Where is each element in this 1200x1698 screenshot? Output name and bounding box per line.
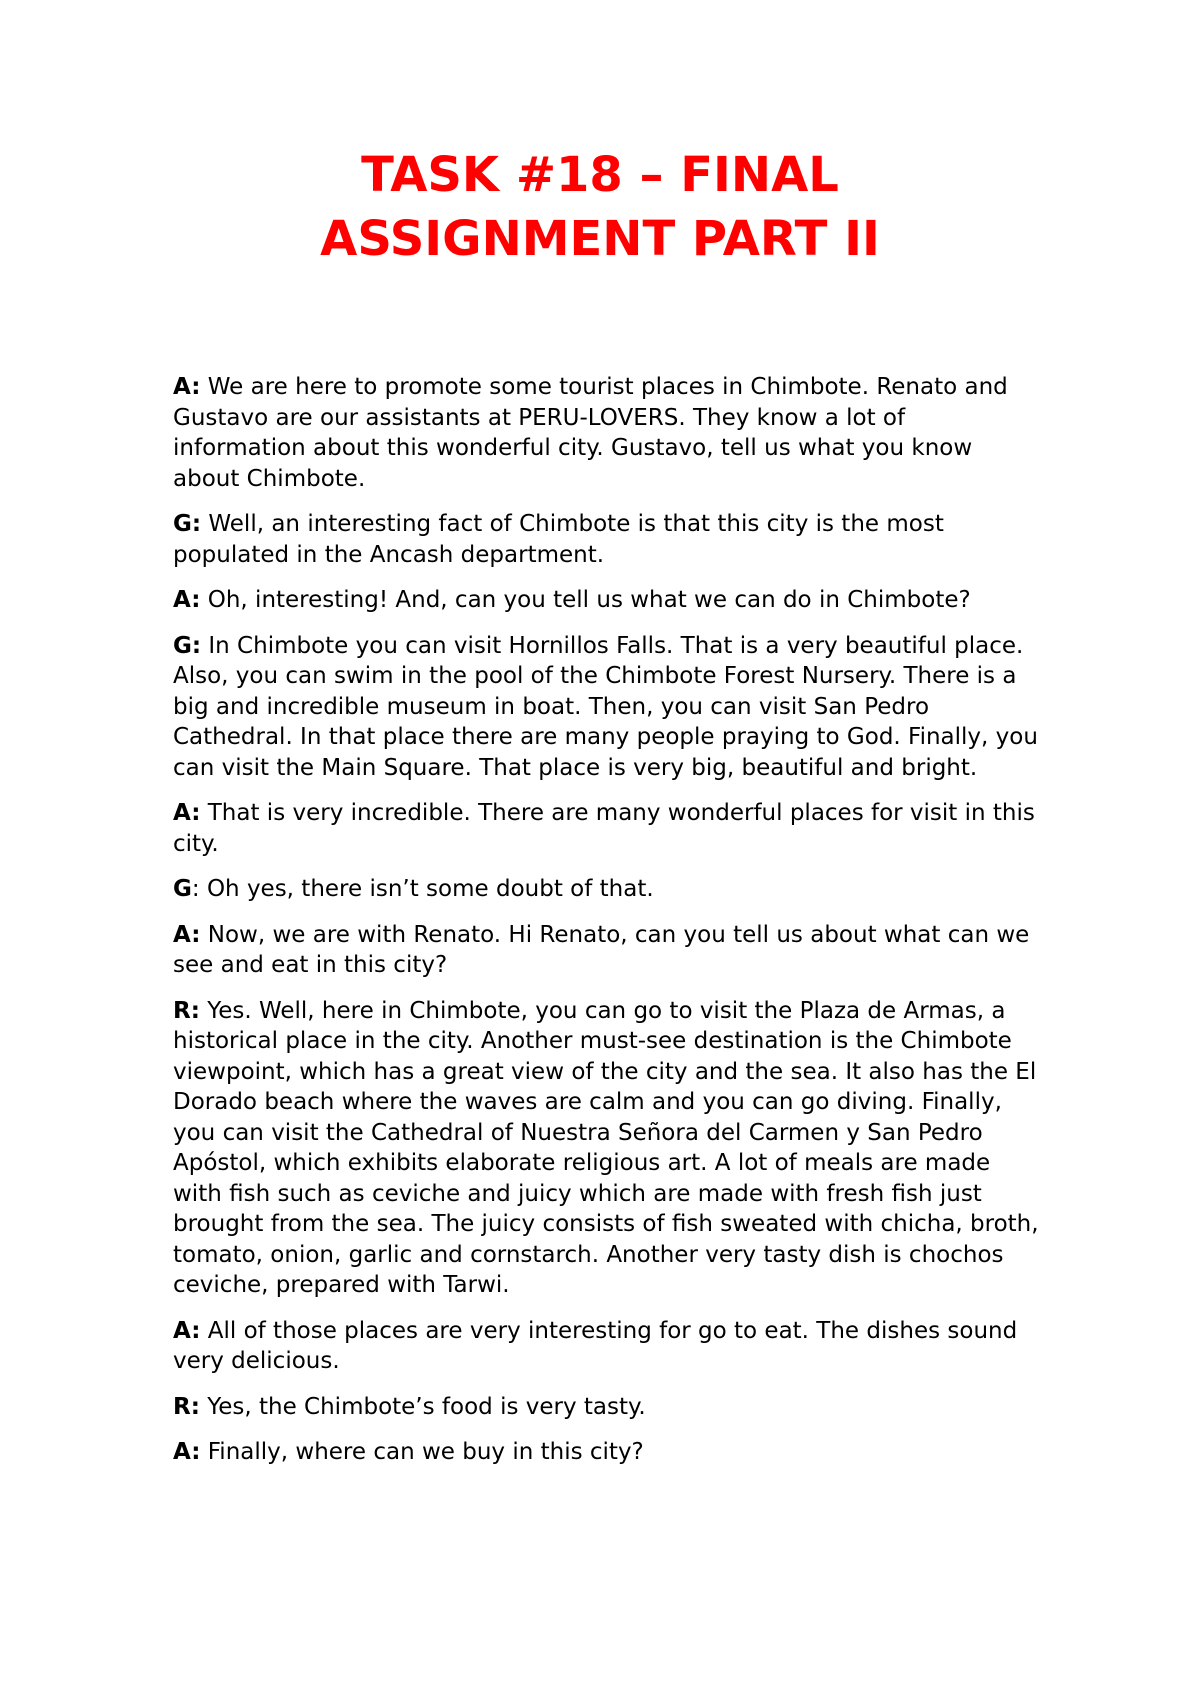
speaker-label: G: xyxy=(173,511,202,537)
dialogue-paragraph xyxy=(173,874,1043,905)
speaker-label: A: xyxy=(173,1317,201,1344)
dialogue-paragraph xyxy=(173,585,1043,616)
dialogue-text: Well, an interesting fact of Chimbote is that this city is the most populated in the Ancash department. xyxy=(173,511,944,568)
title-line-1: TASK #18 – FINAL xyxy=(361,147,839,203)
dialogue-text: Yes. Well, here in Chimbote, you can go to visit the Plaza de Armas, a historical place in the city. Another must-see destination is the Chimbote viewpoint, which has a great view of the city and the sea. It also has the El Dorado beach where the waves are calm and you can go diving. Finally, you can visit the Cathedral of Nuestra Señora del Carmen y San Pedro Apóstol, which exhibits elaborate religious art. A lot of meals are made with fish such as ceviche and juicy which are made with fresh fish just brought from the sea. The juicy consists of fish sweated with chicha, broth, tomato, onion, garlic and cornstarch. Another very tasty dish is chochos ceviche, prepared with Tarwi. xyxy=(173,997,1039,1298)
speaker-label: G: xyxy=(173,632,202,659)
dialogue-paragraph xyxy=(173,1316,1043,1377)
dialogue-text: Now, we are with Renato. Hi Renato, can you tell us about what can we see and eat in this city? xyxy=(173,921,1030,978)
dialogue-paragraph xyxy=(173,1437,1043,1468)
dialogue-text: That is very incredible. There are many wonderful places for visit in this city. xyxy=(173,800,1035,857)
title-line-2: ASSIGNMENT PART II xyxy=(320,211,880,267)
speaker-label: R: xyxy=(173,1393,200,1420)
dialogue-paragraph xyxy=(173,1392,1043,1423)
dialogue-paragraph xyxy=(173,631,1043,784)
dialogue-paragraph xyxy=(173,798,1043,859)
speaker-label: G xyxy=(173,876,192,902)
speaker-label: R: xyxy=(173,997,200,1024)
dialogue-text: Yes, the Chimbote’s food is very tasty. xyxy=(199,1393,646,1420)
dialogue-body xyxy=(173,372,1043,1483)
speaker-label: A: xyxy=(173,921,201,948)
dialogue-text: In Chimbote you can visit Hornillos Falls. That is a very beautiful place. Also, you can swim in the pool of the Chimbote Forest Nursery. There is a big and incredible museum in boat. Then, you can visit San Pedro Cathedral. In that place there are many people praying to God. Finally, you can visit the Main Square. That place is very big, beautiful and bright. xyxy=(173,632,1038,781)
dialogue-text: We are here to promote some tourist places in Chimbote. Renato and Gustavo are our assistants at PERU-LOVERS. They know a lot of information about this wonderful city. Gustavo, tell us what you know about Chimbote. xyxy=(173,374,1008,492)
speaker-label: A: xyxy=(173,800,201,826)
speaker-label: A: xyxy=(173,1439,201,1465)
dialogue-paragraph xyxy=(173,372,1043,494)
dialogue-text: Finally, where can we buy in this city? xyxy=(200,1439,644,1465)
dialogue-text: : Oh yes, there isn’t some doubt of that. xyxy=(191,876,654,902)
dialogue-text: Oh, interesting! And, can you tell us what we can do in Chimbote? xyxy=(200,587,971,613)
dialogue-paragraph xyxy=(173,920,1043,981)
document-title xyxy=(0,143,1200,271)
speaker-label: A: xyxy=(173,587,201,613)
speaker-label: A: xyxy=(173,374,201,400)
dialogue-paragraph xyxy=(173,509,1043,570)
dialogue-paragraph xyxy=(173,996,1043,1301)
dialogue-text: All of those places are very interesting for go to eat. The dishes sound very delicious. xyxy=(173,1317,1018,1374)
